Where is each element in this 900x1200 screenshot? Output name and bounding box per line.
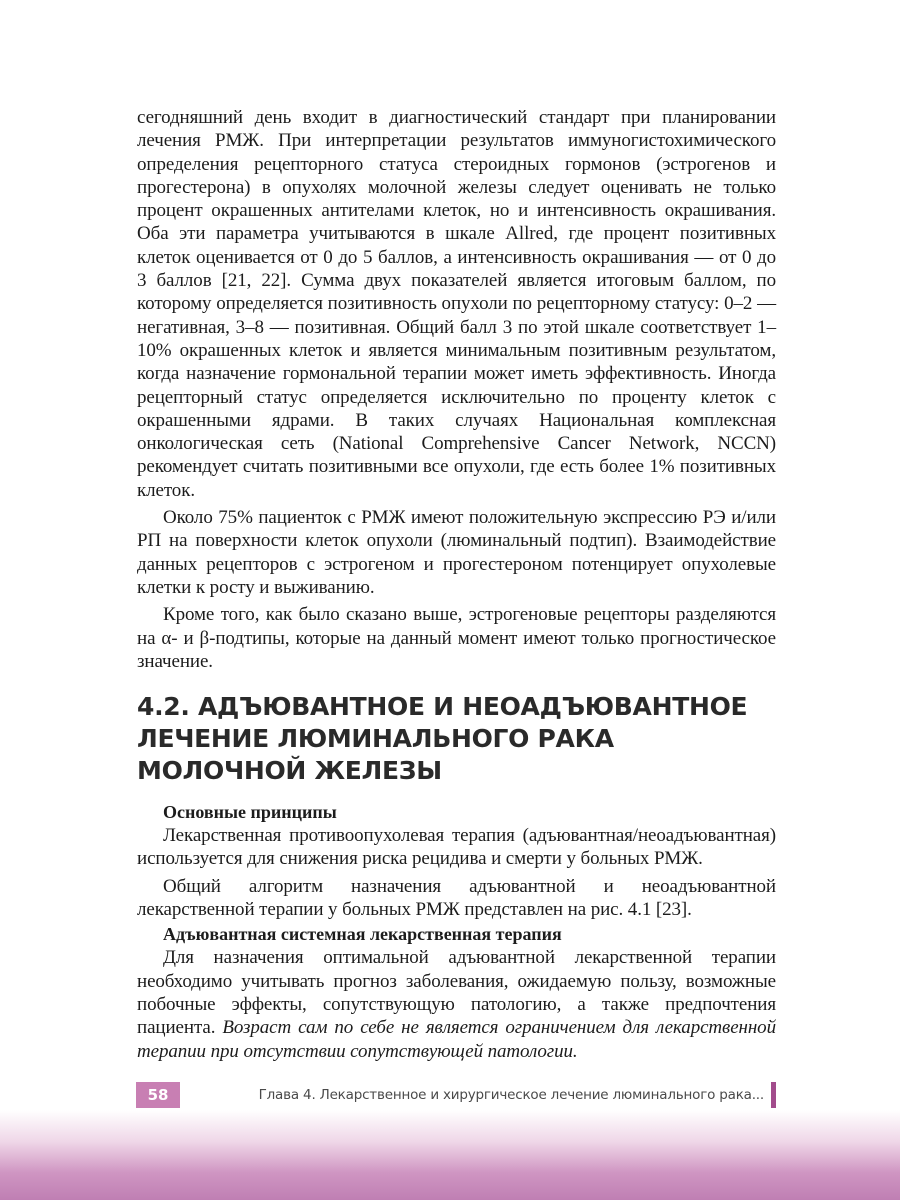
page-footer	[136, 1082, 776, 1108]
bottom-decorative-gradient	[0, 1110, 900, 1200]
subheading-adjuvant-therapy: Адъювантная системная лекарственная терапия	[163, 924, 562, 945]
body-paragraph-5: Общий алгоритм назначения адъювантной и неоадъювантной лекарственной терапии у больных РМЖ представлен на рис. 4.1 [23].	[137, 875, 776, 921]
body-paragraph-6-italic: Возраст сам по себе не является ограничением для лекарственной терапии при отсутствии сопутствующей патологии.	[137, 1017, 776, 1062]
page-number: 58	[136, 1082, 180, 1108]
subheading-basic-principles: Основные принципы	[163, 802, 337, 823]
body-paragraph-1: сегодняшний день входит в диагностический стандарт при планировании лечения РМЖ. При интерпретации результатов иммуногистохимического определения рецепторного статуса стероидных гормонов (эстрогенов и прогестерона) в опухолях молочной железы следует оценивать не только процент окрашенных антителами клеток, но и интенсивность окрашивания. Оба эти параметра учитываются в шкале Allred, где процент позитивных клеток оценивается от 0 до 5 баллов, а интенсивность окрашивания — от 0 до 3 баллов [21, 22]. Сумма двух показателей является итоговым баллом, по которому определяется позитивность опухоли по рецепторному статусу: 0–2 — негативная, 3–8 — позитивная. Общий балл 3 по этой шкале соответствует 1–10% окрашенных клеток и является минимальным позитивным результатом, когда назначение гормональной терапии может иметь эффективность. Иногда рецепторный статус определяется исключительно по проценту клеток с окрашенными ядрами. В таких случаях Национальная комплексная онкологическая сеть (National Comprehensive Cancer Network, NCCN) рекомендует считать позитивными все опухоли, где есть более 1% позитивных клеток.	[137, 107, 776, 501]
body-paragraph-4: Лекарственная противоопухолевая терапия (адъювантная/неоадъювантная) используется для снижения риска рецидива и смерти у больных РМЖ.	[137, 825, 776, 870]
footer-accent-mark	[771, 1082, 776, 1108]
section-heading: 4.2. АДЪЮВАНТНОЕ И НЕОАДЪЮВАНТНОЕ ЛЕЧЕНИЕ ЛЮМИНАЛЬНОГО РАКА МОЛОЧНОЙ ЖЕЛЕЗЫ	[137, 692, 748, 786]
body-paragraph-3: Кроме того, как было сказано выше, эстрогеновые рецепторы разделяются на α- и β-подтипы, которые на данный момент имеют только прогностическое значение.	[137, 604, 776, 672]
body-paragraph-2: Около 75% пациенток с РМЖ имеют положительную экспрессию РЭ и/или РП на поверхности клеток опухоли (люминальный подтип). Взаимодействие данных рецепторов с эстрогеном и прогестероном потенцирует опухолевые клетки к росту и выживанию.	[137, 507, 776, 598]
running-chapter-title: Глава 4. Лекарственное и хирургическое лечение люминального рака...	[258, 1087, 764, 1103]
body-paragraph-6	[137, 946, 776, 1062]
body-paragraph-6-regular: Для назначения оптимальной адъювантной лекарственной терапии необходимо учитывать прогноз заболевания, ожидаемую пользу, возможные побочные эффекты, сопутствующую патологию, а также предпочтения пациента.	[137, 947, 776, 1039]
page-body	[137, 106, 776, 1063]
